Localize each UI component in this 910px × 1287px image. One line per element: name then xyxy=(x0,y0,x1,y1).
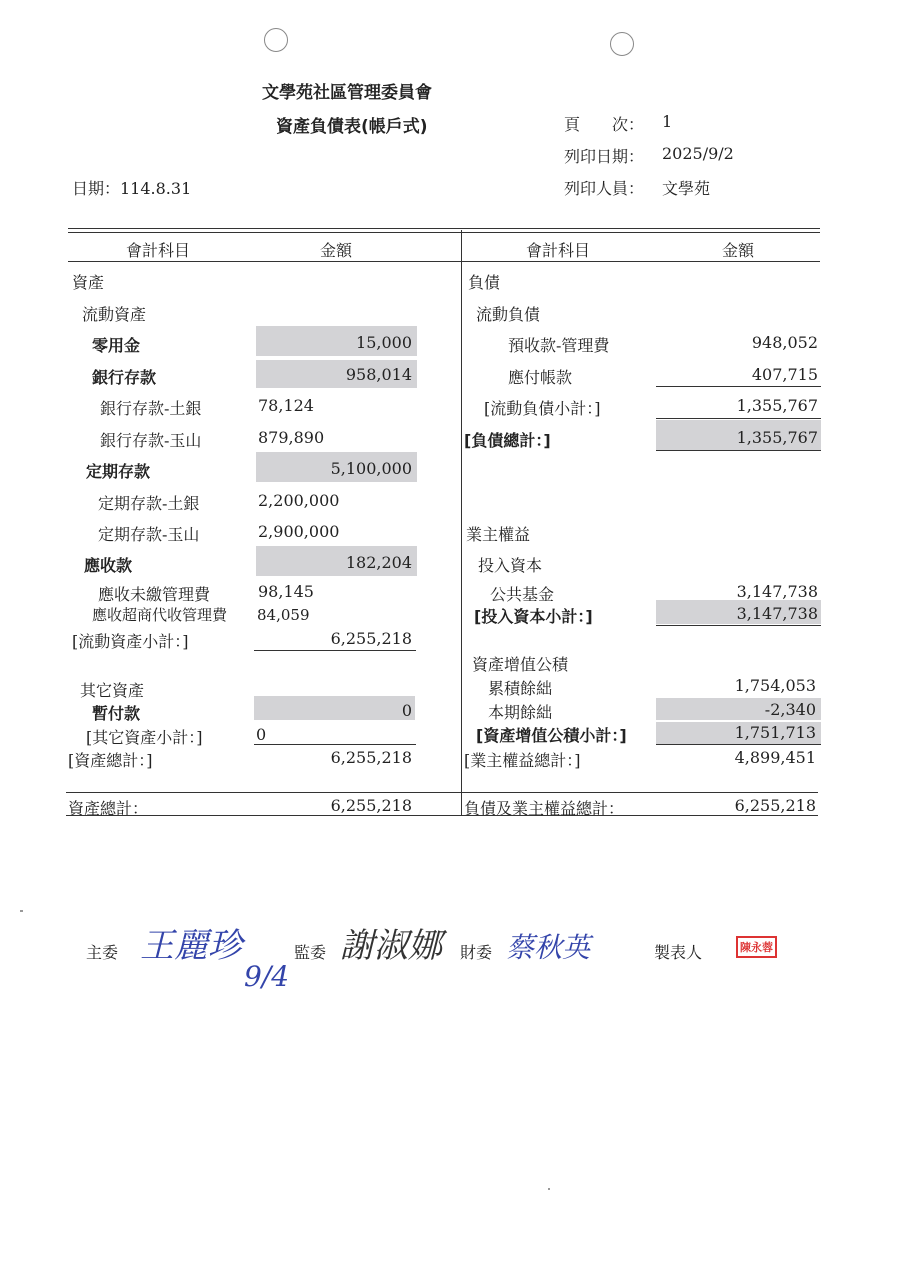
liab-total-label: [負債總計：] xyxy=(464,431,551,450)
current-liabilities: 流動負債 xyxy=(476,305,541,324)
punch-hole-right xyxy=(610,32,634,56)
surplus-sub-underline xyxy=(656,744,821,745)
payable-amount: 407,715 xyxy=(751,365,818,384)
surplus-sub-amount: 1,751,713 xyxy=(734,723,816,742)
recv-store-amount: 84,059 xyxy=(257,606,310,624)
org-name: 文學苑社區管理委員會 xyxy=(262,83,432,103)
public-fund-label: 公共基金 xyxy=(490,585,555,604)
petty-cash-label: 零用金 xyxy=(92,336,141,355)
supervisor-signature: 謝淑娜 xyxy=(340,926,442,966)
col-header-amount-left: 金額 xyxy=(320,241,353,260)
recv-fee-amount: 98,145 xyxy=(258,582,314,601)
advance-label: 預收款-管理費 xyxy=(508,336,610,355)
bank-ys-label: 銀行存款-玉山 xyxy=(100,431,202,450)
recv-fee-label: 應收未繳管理費 xyxy=(98,585,211,604)
page-value: 1 xyxy=(662,112,673,131)
other-assets: 其它資產 xyxy=(80,681,145,700)
finance-label: 財委 xyxy=(460,943,493,962)
current-liab-sub-underline xyxy=(656,418,821,419)
punch-hole-left xyxy=(264,28,288,52)
current-liab-sub-label: [流動負債小計：] xyxy=(484,399,601,418)
advance-amount: 948,052 xyxy=(751,333,818,352)
header-bottom-line xyxy=(68,261,820,262)
accum-label: 累積餘絀 xyxy=(488,679,553,698)
scan-speck-1 xyxy=(20,910,23,912)
time-ys-label: 定期存款-玉山 xyxy=(98,525,200,544)
footer-assets-amount: 6,255,218 xyxy=(330,796,412,815)
bank-amount: 958,014 xyxy=(345,365,412,384)
bank-ys-amount: 879,890 xyxy=(258,428,325,447)
time-tb-amount: 2,200,000 xyxy=(258,491,340,510)
equity-total-label: [業主權益總計：] xyxy=(464,751,581,770)
printer-label: 列印人員： xyxy=(564,179,645,198)
col-header-account-right: 會計科目 xyxy=(526,241,591,260)
period-label: 本期餘絀 xyxy=(488,703,553,722)
col-header-amount-right: 金額 xyxy=(722,241,755,260)
preparer-label: 製表人 xyxy=(654,943,703,962)
report-date: 日期：114.8.31 xyxy=(72,179,192,198)
surplus-sub-label: [資產增值公積小計：] xyxy=(476,726,627,745)
chair-label: 主委 xyxy=(86,943,119,962)
receivable-label: 應收款 xyxy=(84,556,133,575)
time-deposit-label: 定期存款 xyxy=(86,462,151,481)
prepay-label: 暫付款 xyxy=(92,704,141,723)
footer-assets-label: 資產總計： xyxy=(68,799,149,818)
preparer-stamp: 陳永蓉 xyxy=(736,936,777,958)
chair-signature: 王麗珍 xyxy=(140,926,242,966)
period-amount: -2,340 xyxy=(764,700,816,719)
capital-sub-amount: 3,147,738 xyxy=(736,604,818,623)
current-assets-sub-amount: 6,255,218 xyxy=(330,629,412,648)
public-fund-amount: 3,147,738 xyxy=(736,582,818,601)
accum-amount: 1,754,053 xyxy=(734,676,816,695)
center-divider xyxy=(461,230,462,816)
assets-total-amount: 6,255,218 xyxy=(330,748,412,767)
current-liab-sub-amount: 1,355,767 xyxy=(736,396,818,415)
print-date-label: 列印日期： xyxy=(564,147,645,166)
other-assets-sub-amount: 0 xyxy=(256,725,267,744)
liab-total-amount: 1,355,767 xyxy=(736,428,818,447)
liabilities-section: 負債 xyxy=(468,273,501,292)
col-header-account-left: 會計科目 xyxy=(126,241,191,260)
bank-label: 銀行存款 xyxy=(92,368,157,387)
receivable-amount: 182,204 xyxy=(345,553,412,572)
prepay-amount: 0 xyxy=(401,701,412,720)
printer-value: 文學苑 xyxy=(662,179,711,198)
footer-liab-eq-label: 負債及業主權益總計： xyxy=(464,799,625,818)
current-assets-sub-label: [流動資產小計：] xyxy=(72,632,189,651)
footer-bottom-line xyxy=(66,815,818,816)
capital-heading: 投入資本 xyxy=(478,556,543,575)
bank-tb-label: 銀行存款-土銀 xyxy=(100,399,202,418)
liab-total-underline xyxy=(656,450,821,451)
report-title: 資產負債表(帳戶式) xyxy=(276,117,428,137)
assets-section: 資產 xyxy=(72,273,105,292)
time-deposit-amount: 5,100,000 xyxy=(330,459,412,478)
time-tb-label: 定期存款-土銀 xyxy=(98,494,200,513)
payable-underline xyxy=(656,386,821,387)
other-assets-sub-underline xyxy=(254,744,416,745)
page-label: 頁 次： xyxy=(564,115,645,134)
chair-sign-date: 9/4 xyxy=(244,960,290,993)
petty-cash-amount: 15,000 xyxy=(356,333,412,352)
finance-signature: 蔡秋英 xyxy=(506,931,591,964)
surplus-heading: 資產增值公積 xyxy=(472,655,569,674)
time-ys-amount: 2,900,000 xyxy=(258,522,340,541)
table-top-line-2 xyxy=(68,232,820,233)
equity-section: 業主權益 xyxy=(466,525,531,544)
scan-speck-2 xyxy=(548,1188,550,1190)
recv-store-label: 應收超商代收管理費 xyxy=(92,606,228,624)
footer-liab-eq-amount: 6,255,218 xyxy=(734,796,816,815)
capital-sub-underline xyxy=(656,625,821,626)
supervisor-label: 監委 xyxy=(294,943,327,962)
current-assets: 流動資產 xyxy=(82,305,147,324)
current-assets-sub-underline xyxy=(254,650,416,651)
equity-total-amount: 4,899,451 xyxy=(734,748,816,767)
footer-top-line xyxy=(66,792,818,793)
payable-label: 應付帳款 xyxy=(508,368,573,387)
capital-sub-label: [投入資本小計：] xyxy=(474,607,593,626)
print-date-value: 2025/9/2 xyxy=(662,144,734,163)
other-assets-sub-label: [其它資產小計：] xyxy=(86,728,203,747)
bank-tb-amount: 78,124 xyxy=(258,396,314,415)
table-top-line-1 xyxy=(68,228,820,229)
assets-total-label: [資產總計：] xyxy=(68,751,153,770)
